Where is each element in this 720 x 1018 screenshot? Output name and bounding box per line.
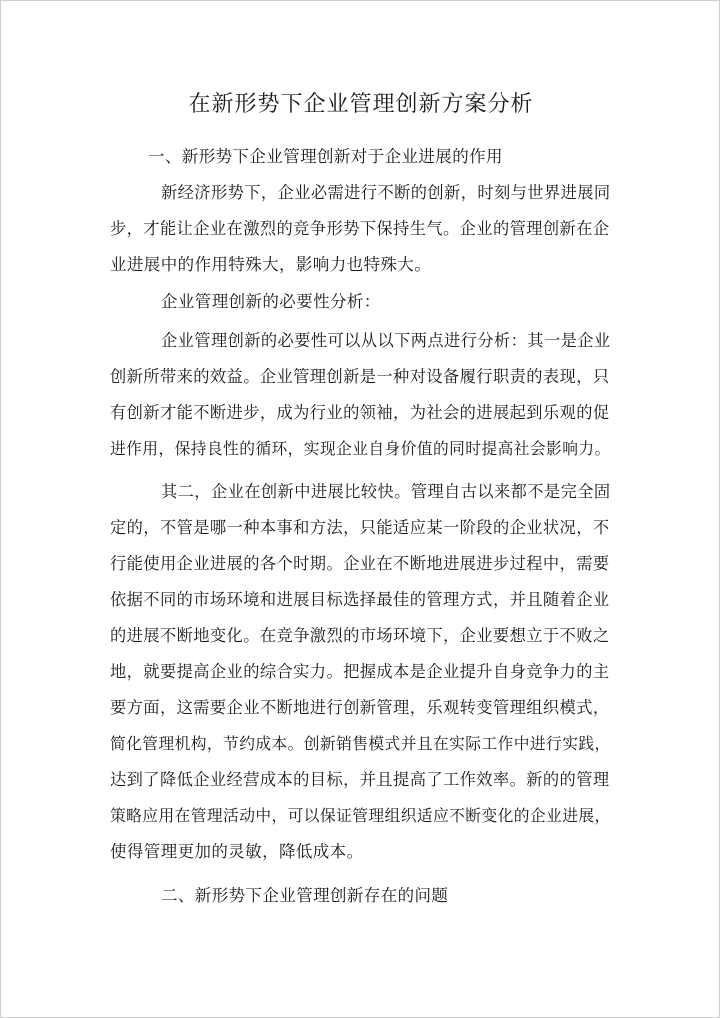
section-heading-2: 二、新形势下企业管理创新存在的问题	[161, 886, 449, 905]
paragraph-line: 业进展中的作用特殊大，影响力也特殊大。	[110, 255, 432, 274]
paragraph-line: 步，才能让企业在激烈的竞争形势下保持生气。企业的管理创新在企	[110, 219, 610, 238]
paragraph-line: 使得管理更加的灵敏，降低成本。	[110, 842, 364, 861]
paragraph-line: 定的，不管是哪一种本事和方法，只能适应某一阶段的企业状况，不	[110, 518, 610, 537]
paragraph-line: 其二，企业在创新中进展比较快。管理自古以来都不是完全固	[161, 482, 611, 501]
subheading-line: 企业管理创新的必要性分析：	[161, 292, 381, 311]
paragraph-line: 新经济形势下，企业必需进行不断的创新，时刻与世界进展同	[161, 183, 611, 202]
paragraph-line: 有创新才能不断进步，成为行业的领袖，为社会的进展起到乐观的促	[110, 403, 610, 422]
paragraph-line: 地，就要提高企业的综合实力。把握成本是企业提升自身竞争力的主	[110, 662, 610, 681]
paragraph-line: 进作用，保持良性的循环，实现企业自身价值的同时提高社会影响力。	[110, 439, 611, 458]
paragraph-line: 行能使用企业进展的各个时期。企业在不断地进展进步过程中，需要	[110, 554, 610, 573]
document-title: 在新形势下企业管理创新方案分析	[188, 92, 534, 117]
paragraph-line: 要方面，这需要企业不断地进行创新管理，乐观转变管理组织模式，	[110, 698, 610, 717]
paragraph-line: 依据不同的市场环境和进展目标选择最佳的管理方式，并且随着企业	[110, 590, 610, 609]
paragraph-line: 策略应用在管理活动中，可以保证管理组织适应不断变化的企业进展，	[110, 806, 611, 825]
paragraph-line: 企业管理创新的必要性可以从以下两点进行分析：其一是企业	[161, 331, 611, 350]
paragraph-line: 创新所带来的效益。企业管理创新是一种对设备履行职责的表现，只	[110, 367, 610, 386]
paragraph-line: 简化管理机构，节约成本。创新销售模式并且在实际工作中进行实践，	[110, 734, 611, 753]
paragraph-line: 达到了降低企业经营成本的目标，并且提高了工作效率。新的的管理	[110, 770, 610, 789]
section-heading-1: 一、新形势下企业管理创新对于企业进展的作用	[148, 147, 503, 166]
paragraph-line: 的进展不断地变化。在竞争激烈的市场环境下，企业要想立于不败之	[110, 626, 610, 645]
